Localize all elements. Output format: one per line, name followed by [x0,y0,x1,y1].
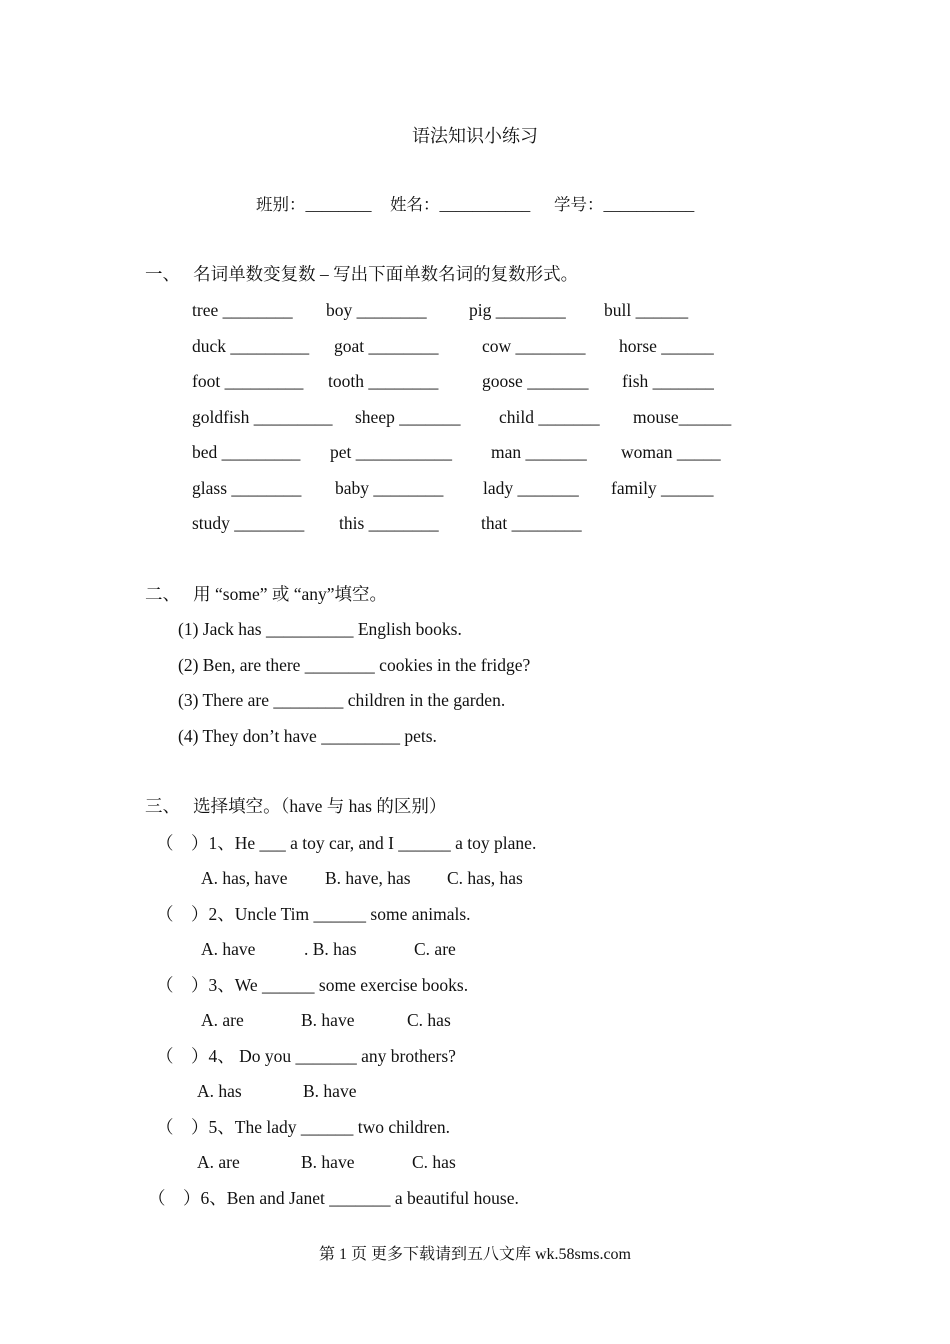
question: （ ）6、Ben and Janet _______ a beautiful house. [148,1188,519,1208]
option: C. are [414,939,456,959]
student-id-field: 学号：___________ [554,195,695,214]
name-field: 姓名：___________ [390,195,531,214]
plural-item: woman _____ [621,442,721,462]
plural-item: mouse______ [633,407,732,427]
question: （ ）1、He ___ a toy car, and I ______ a toy plane. [156,833,537,853]
plural-item: horse ______ [619,336,714,356]
fill-in-item: (4) They don’t have _________ pets. [178,726,437,746]
plural-item: family ______ [611,478,714,498]
plural-item: pig ________ [469,300,566,320]
plural-item: pet ___________ [330,442,453,462]
plural-item: goose _______ [482,371,589,391]
section1-title: 一、 名词单数变复数 – 写出下面单数名词的复数形式。 [145,264,579,284]
option: B. have [301,1152,355,1172]
plural-item: study ________ [192,513,305,533]
question: （ ）3、We ______ some exercise books. [156,975,469,995]
option: B. have, has [325,868,411,888]
fill-in-item: (2) Ben, are there ________ cookies in the fridge? [178,655,531,675]
plural-item: man _______ [491,442,587,462]
option: A. has [197,1081,242,1101]
page-title: 语法知识小练习 [412,126,538,146]
plural-item: that ________ [481,513,582,533]
option: C. has [407,1010,451,1030]
plural-item: goat ________ [334,336,439,356]
fill-in-item: (1) Jack has __________ English books. [178,619,462,639]
option: B. have [303,1081,357,1101]
section2-title: 二、 用 “some” 或 “any”填空。 [145,584,388,604]
plural-item: glass ________ [192,478,302,498]
option: A. are [197,1152,240,1172]
plural-item: goldfish _________ [192,407,333,427]
question: （ ）2、Uncle Tim ______ some animals. [156,904,471,924]
plural-item: lady _______ [483,478,579,498]
plural-item: sheep _______ [355,407,461,427]
plural-item: child _______ [499,407,600,427]
question: （ ）5、The lady ______ two children. [156,1117,451,1137]
plural-item: fish _______ [622,371,714,391]
fill-in-item: (3) There are ________ children in the garden. [178,690,506,710]
plural-item: tooth ________ [328,371,439,391]
question: （ ）4、 Do you _______ any brothers? [156,1046,456,1066]
plural-item: tree ________ [192,300,293,320]
option: B. have [301,1010,355,1030]
plural-item: boy ________ [326,300,427,320]
option: C. has [412,1152,456,1172]
plural-item: baby ________ [335,478,444,498]
plural-item: this ________ [339,513,439,533]
plural-item: bed _________ [192,442,301,462]
page-footer: 第 1 页 更多下载请到五八文库 wk.58sms.com [318,1246,631,1263]
option: A. has, have [201,868,288,888]
class-field: 班别：________ [256,195,372,214]
option: A. are [201,1010,244,1030]
plural-item: bull ______ [604,300,689,320]
plural-item: duck _________ [192,336,310,356]
option: C. has, has [447,868,523,888]
plural-item: cow ________ [482,336,586,356]
section3-title: 三、 选择填空。（have 与 has 的区别） [145,796,447,816]
option: . B. has [304,939,357,959]
plural-item: foot _________ [192,371,304,391]
option: A. have [201,939,256,959]
